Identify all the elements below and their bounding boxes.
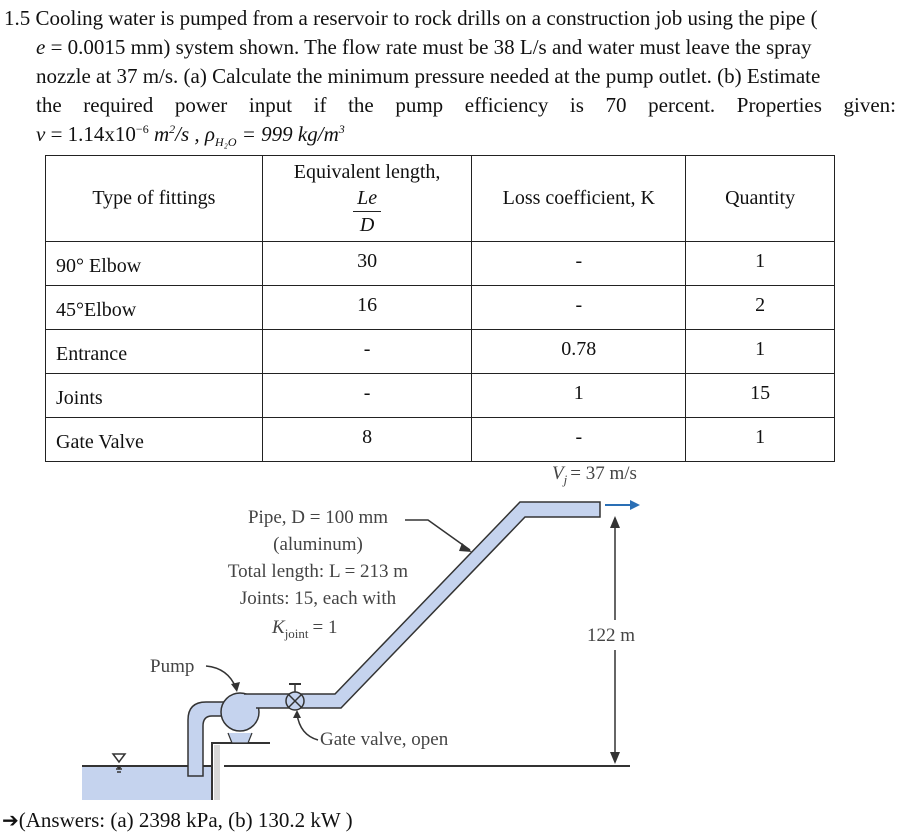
jet-velocity-label: $V_j = 37$ m/s (552, 463, 637, 487)
header-equivalent-length: Equivalent length, $\frac{Le}{D}$ (262, 156, 472, 242)
pipe-label-2: (aluminum) (273, 534, 363, 555)
header-type: Type of fittings (46, 156, 263, 242)
pump-leader-arrow (206, 666, 236, 688)
table-row: 90° Elbow 30 - 1 (46, 242, 835, 286)
problem-statement (4, 4, 896, 149)
problem-line-3: nozzle at 37 m/s. (a) Calculate the minimum pressure needed at the pump outlet. (b) Estimate (36, 64, 821, 88)
answers-text: (Answers: (a) 2398 kPa, (b) 130.2 kW ) (18, 808, 353, 832)
fittings-table (45, 155, 835, 462)
header-quantity: Quantity (686, 156, 835, 242)
pump-platform (212, 743, 270, 800)
answers-line (2, 808, 353, 833)
k-joint-label: $K_{joint} = 1$ (272, 617, 338, 641)
problem-line-4: the required power input if the pump efficiency is 70 percent. Properties given: (36, 93, 896, 117)
table-row: 45°Elbow 16 - 2 (46, 286, 835, 330)
properties-line: $\nu = 1.14x10^{-6}$ $m^2/s$ , $\rho_{H_2O} = 999$ $kg/m^3$ (36, 122, 345, 150)
pipe-label-4: Joints: 15, each with (239, 588, 397, 609)
height-label: 122 m (587, 625, 636, 646)
pipe-label-3: Total length: L = 213 m (227, 561, 409, 582)
table-row: Gate Valve 8 - 1 (46, 418, 835, 462)
table-row: Entrance - 0.78 1 (46, 330, 835, 374)
pipe-label-1: Pipe, D = 100 mm (247, 507, 389, 528)
pipe-system-diagram (0, 440, 920, 800)
table-row: Joints - 1 15 (46, 374, 835, 418)
header-loss-coefficient: Loss coefficient, K (472, 156, 686, 242)
le-over-d-fraction: $\frac{Le}{D}$ (353, 185, 381, 238)
gate-valve-label: Gate valve, open (320, 729, 449, 750)
arrow-icon: ➔ (2, 808, 19, 832)
table-header-row (46, 156, 835, 242)
problem-line-1: 1.5 Cooling water is pumped from a reservoir to rock drills on a construction job using the pipe ( (4, 6, 818, 30)
gate-valve-icon (286, 684, 304, 710)
pump-label: Pump (150, 656, 195, 677)
problem-line-2: e = 0.0015 mm) system shown. The flow rate must be 38 L/s and water must leave the spray (36, 35, 812, 59)
jet-arrow-icon (605, 500, 640, 510)
pipe-leader-arrow (405, 520, 470, 550)
